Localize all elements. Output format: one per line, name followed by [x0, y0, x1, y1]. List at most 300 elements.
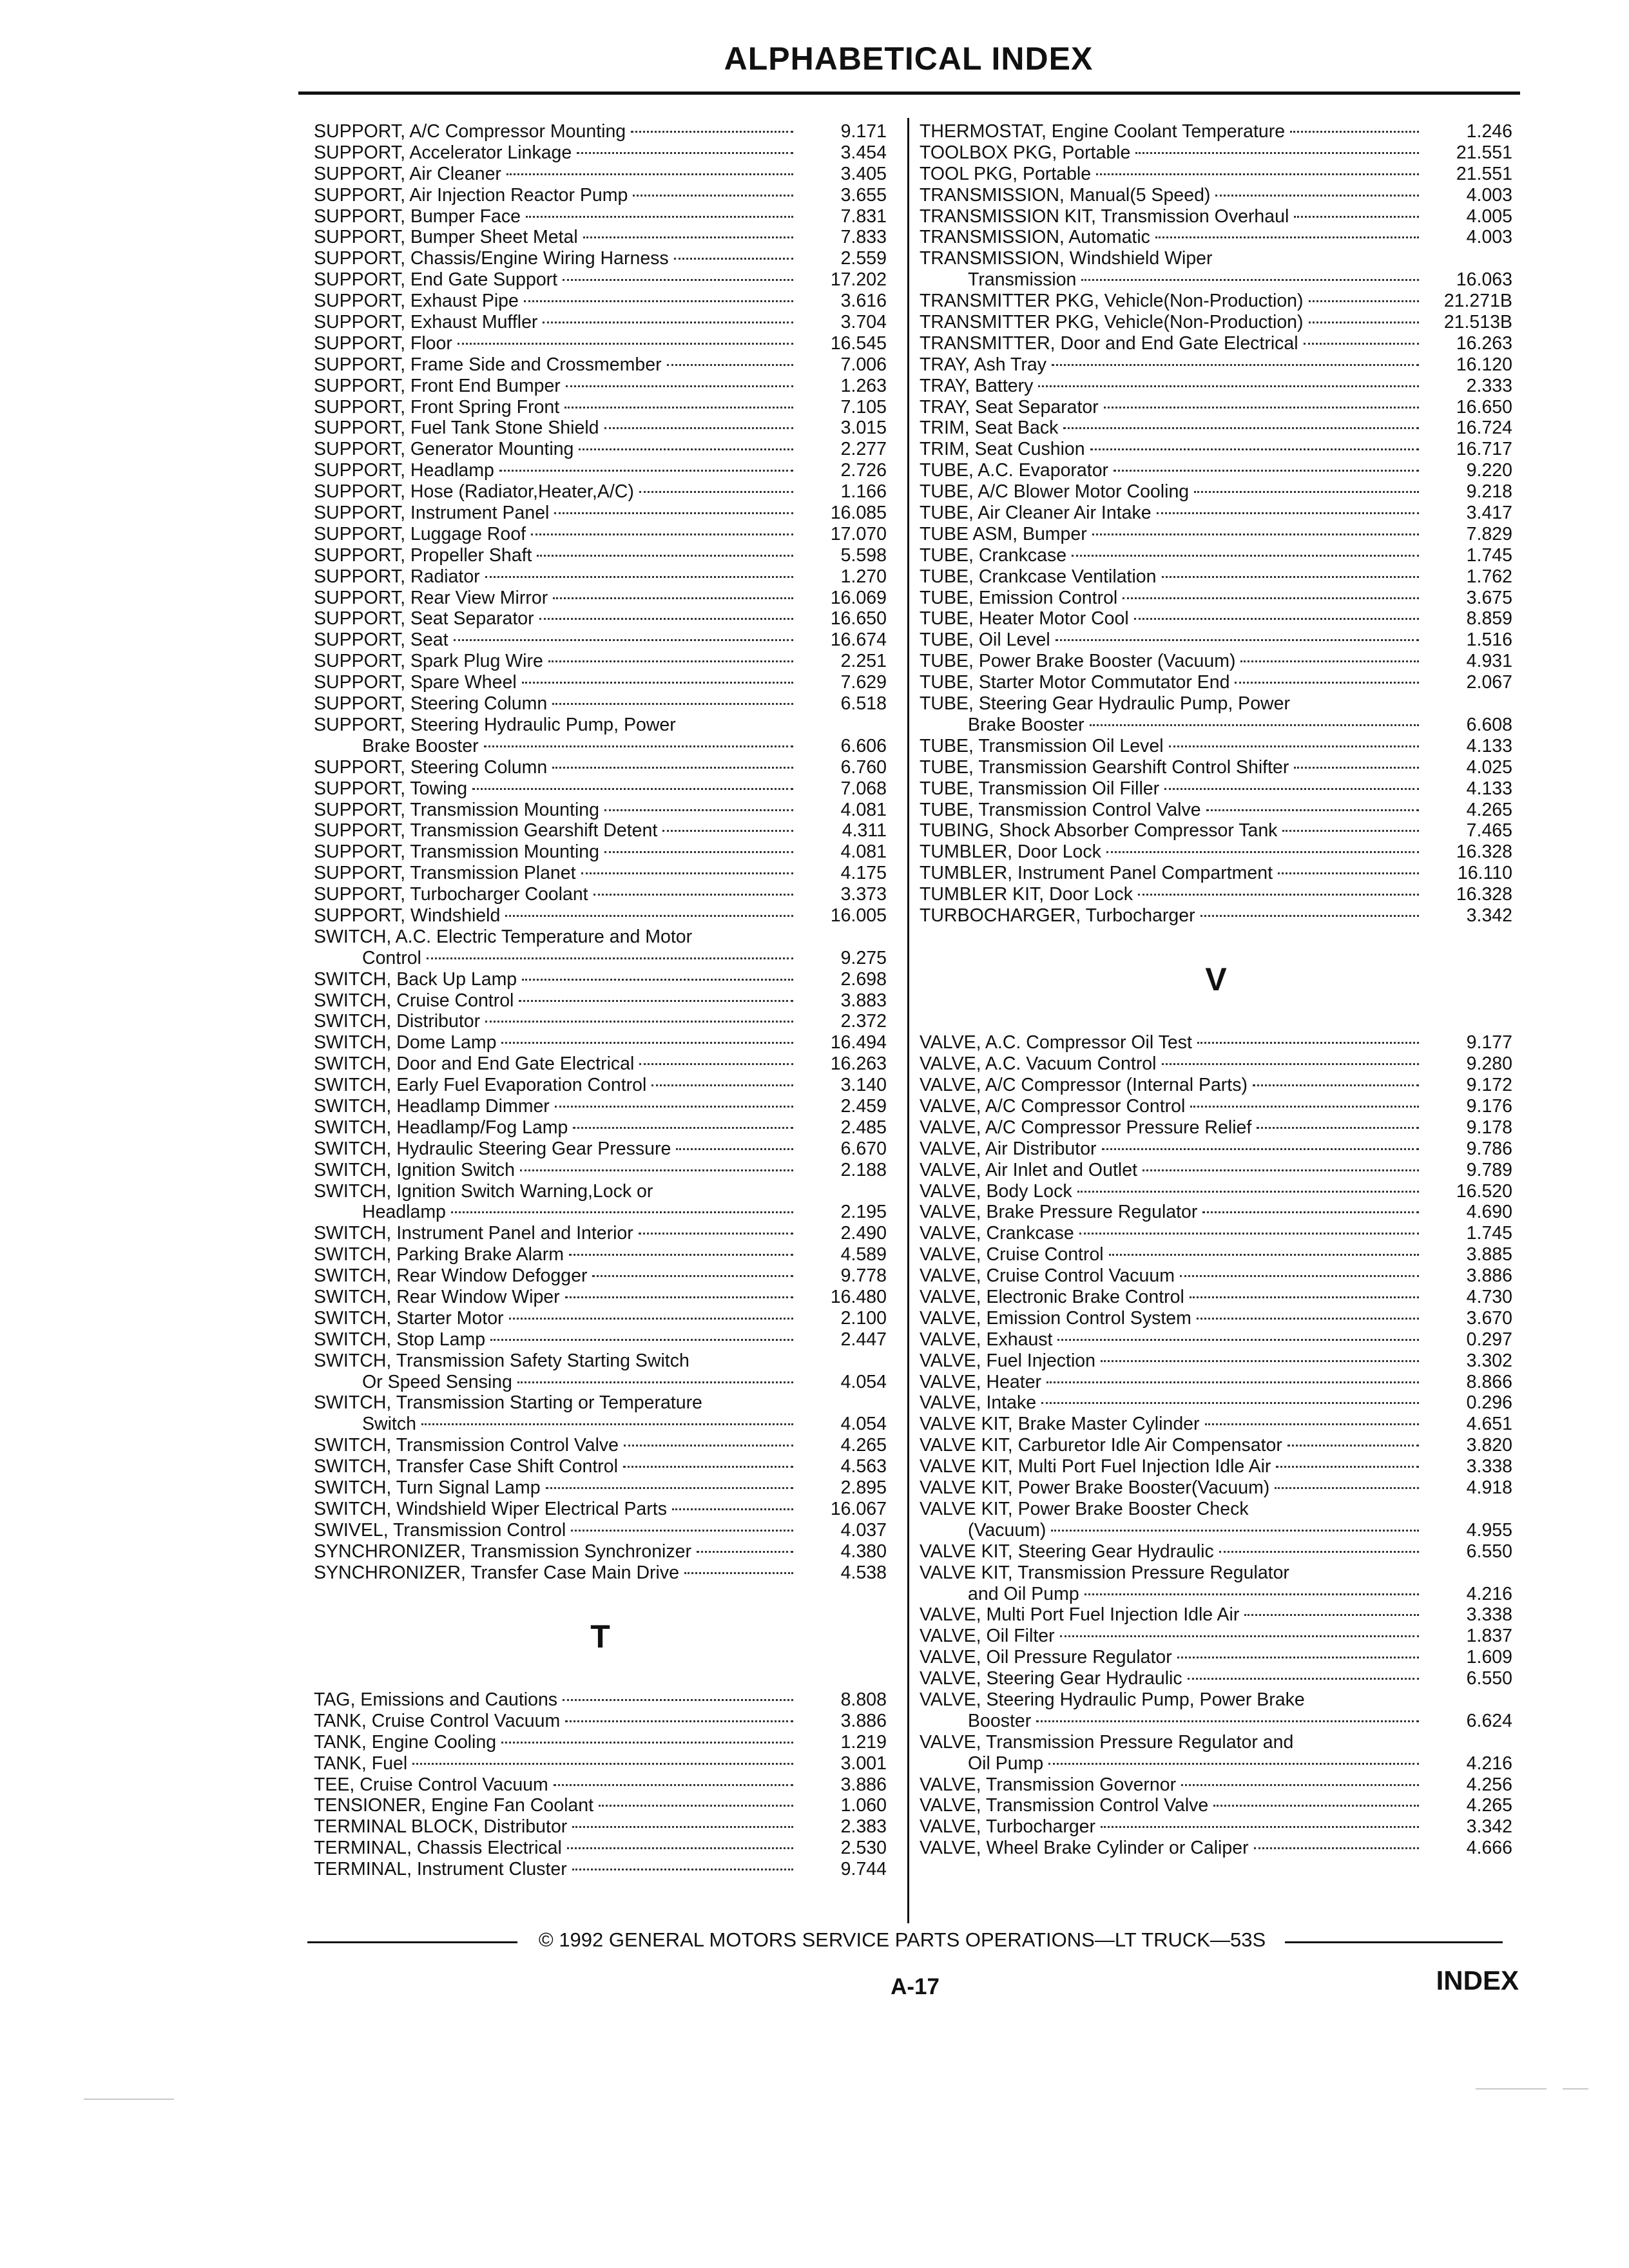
entry-label: TOOL PKG, Portable: [920, 163, 1092, 184]
entry-label: VALVE KIT, Multi Port Fuel Injection Idle Air: [920, 1456, 1271, 1477]
entry-page-number: 4.955: [1466, 1519, 1512, 1541]
entry-text: [314, 333, 800, 354]
leader-dots: [539, 617, 793, 620]
entry-label: VALVE, Steering Gear Hydraulic: [920, 1668, 1182, 1689]
entry-text: [920, 121, 1425, 142]
page-title: ALPHABETICAL INDEX: [724, 41, 1094, 77]
entry-label: TRANSMITTER PKG, Vehicle(Non-Production): [920, 291, 1304, 312]
entry-text: [920, 1308, 1425, 1329]
entry-page-number: 16.063: [1456, 269, 1512, 291]
entry-line: [920, 439, 1425, 460]
leader-dots: [552, 702, 793, 705]
entry-line: VALVE, Transmission Pressure Regulator and: [920, 1731, 1294, 1753]
entry-text: [920, 1117, 1425, 1139]
entry-line: [920, 566, 1425, 588]
index-entry: [920, 1626, 1512, 1647]
entry-line: [314, 1032, 800, 1053]
index-entry: [920, 164, 1512, 185]
index-entry: [314, 1181, 887, 1224]
entry-line: [314, 588, 800, 609]
entry-page-number: 4.216: [1466, 1583, 1512, 1604]
entry-text: [920, 1816, 1425, 1838]
leader-dots: [1060, 1635, 1419, 1637]
entry-line: [920, 376, 1425, 397]
entry-line: [314, 820, 800, 841]
leader-dots: [554, 512, 793, 514]
entry-label: VALVE, A/C Compressor Control: [920, 1096, 1186, 1117]
entry-text: [314, 651, 800, 672]
index-entry: [920, 439, 1512, 460]
entry-page-number: 0.297: [1466, 1329, 1512, 1350]
entry-line: [314, 1520, 800, 1541]
entry-line: [314, 1816, 800, 1838]
entry-page-number: 4.175: [840, 863, 887, 884]
index-entry: [920, 1181, 1512, 1202]
entry-line: [920, 629, 1425, 651]
entry-text: [314, 672, 800, 693]
entry-label: SUPPORT, Spark Plug Wire: [314, 651, 543, 672]
entry-text: [920, 736, 1425, 757]
entry-text: [920, 1541, 1425, 1562]
entry-line-continued: [314, 736, 800, 757]
entry-line: [314, 1244, 800, 1265]
entry-label: VALVE, Transmission Control Valve: [920, 1795, 1209, 1816]
entry-page-number: 1.837: [1466, 1626, 1512, 1647]
leader-dots: [509, 1317, 793, 1320]
leader-dots: [505, 914, 793, 917]
index-entry: [314, 608, 887, 629]
index-entry: [920, 206, 1512, 227]
entry-label: SUPPORT, Bumper Face: [314, 206, 521, 227]
leader-dots: [1190, 1296, 1419, 1298]
entry-line: [920, 1668, 1425, 1689]
index-entry: [920, 629, 1512, 651]
entry-line: [314, 1117, 800, 1139]
entry-text: [314, 354, 800, 376]
entry-page-number: 3.342: [1466, 905, 1512, 926]
entry-page-number: 6.670: [840, 1138, 887, 1159]
leader-dots: [1134, 617, 1419, 620]
entry-page-number: 4.133: [1466, 778, 1512, 799]
index-entry: [920, 1096, 1512, 1117]
entry-text: [920, 1435, 1425, 1456]
entry-label: SWITCH, Cruise Control: [314, 990, 514, 1011]
entry-page-number: 21.551: [1456, 163, 1512, 184]
entry-text: [920, 481, 1425, 503]
index-entry: [920, 608, 1512, 629]
entry-text: [920, 629, 1425, 651]
leader-dots: [1051, 1529, 1419, 1532]
leader-dots: [1063, 427, 1419, 429]
entry-text: [920, 354, 1425, 376]
leader-dots: [526, 215, 793, 218]
entry-text: [920, 1053, 1425, 1075]
index-entry: [314, 1244, 887, 1265]
entry-label: SWITCH, Dome Lamp: [314, 1032, 497, 1053]
entry-label: SUPPORT, Windshield: [314, 905, 501, 926]
index-entry: [314, 142, 887, 164]
leader-dots: [563, 1698, 793, 1701]
entry-line: [314, 164, 800, 185]
entry-line: [314, 185, 800, 206]
entry-text: [920, 248, 1425, 291]
index-entry: [920, 312, 1512, 333]
entry-text: [314, 121, 800, 142]
entry-text: [920, 185, 1425, 206]
entry-label: SUPPORT, Transmission Gearshift Detent: [314, 820, 658, 841]
entry-text: [920, 1604, 1425, 1626]
entry-text: [314, 566, 800, 588]
entry-label: TRANSMISSION, Manual(5 Speed): [920, 184, 1211, 206]
entry-line: [314, 1859, 800, 1880]
index-entry: [314, 651, 887, 672]
entry-page-number: 7.629: [840, 672, 887, 693]
entry-text: [314, 503, 800, 524]
leader-dots: [1164, 787, 1419, 790]
entry-page-number: 9.176: [1466, 1096, 1512, 1117]
entry-page-number: 2.895: [840, 1477, 887, 1498]
leader-dots: [1084, 1593, 1419, 1595]
entry-line: [920, 1414, 1425, 1435]
entry-page-number: 3.338: [1466, 1604, 1512, 1626]
entry-page-number: 9.172: [1466, 1075, 1512, 1096]
index-entry: [314, 1096, 887, 1117]
entry-label: SUPPORT, Steering Column: [314, 693, 548, 715]
leader-dots: [599, 1804, 793, 1807]
entry-page-number: 1.745: [1466, 544, 1512, 566]
leader-dots: [1046, 1381, 1419, 1383]
entry-line: [314, 397, 800, 418]
entry-label: SUPPORT, Towing: [314, 778, 468, 799]
index-entry: [314, 1732, 887, 1753]
entry-line: [314, 545, 800, 566]
leader-dots: [662, 829, 793, 832]
entry-line: [920, 397, 1425, 418]
entry-page-number: 17.202: [830, 269, 887, 291]
entry-text: [920, 820, 1425, 841]
entry-label: TUMBLER, Door Lock: [920, 841, 1101, 863]
entry-page-number: 7.829: [1466, 523, 1512, 544]
entry-page-number: 4.380: [840, 1541, 887, 1562]
entry-text: [920, 1732, 1425, 1774]
entry-text: [920, 566, 1425, 588]
index-entry: [920, 1647, 1512, 1668]
index-entry: [314, 503, 887, 524]
entry-text: [314, 990, 800, 1012]
entry-label: Switch: [362, 1414, 416, 1435]
entry-line: [920, 418, 1425, 439]
entry-label: SWITCH, Rear Window Wiper: [314, 1286, 560, 1307]
entry-label: Control: [362, 947, 421, 968]
entry-page-number: 2.251: [840, 651, 887, 672]
entry-label: Brake Booster: [362, 735, 479, 756]
entry-label: VALVE, Cruise Control: [920, 1244, 1104, 1265]
entry-page-number: 16.120: [1456, 354, 1512, 375]
entry-label: SUPPORT, Spare Wheel: [314, 672, 517, 693]
entry-text: [314, 884, 800, 905]
entry-page-number: 16.328: [1456, 841, 1512, 863]
leader-dots: [676, 1148, 793, 1150]
entry-line: [920, 1244, 1425, 1265]
entry-page-number: 7.006: [840, 354, 887, 375]
entry-label: SWIVEL, Transmission Control: [314, 1519, 566, 1541]
leader-dots: [1101, 1825, 1419, 1828]
entry-text: [920, 1562, 1425, 1605]
entry-page-number: 4.081: [840, 841, 887, 863]
index-entry: [314, 778, 887, 800]
index-entry: [314, 1308, 887, 1329]
leader-dots: [546, 1486, 793, 1489]
index-entry: [314, 863, 887, 884]
entry-label: VALVE, A/C Compressor Pressure Relief: [920, 1117, 1252, 1138]
entry-text: [314, 439, 800, 460]
index-entry: [920, 227, 1512, 248]
entry-line: [314, 863, 800, 884]
entry-page-number: 16.650: [830, 608, 887, 629]
entry-line: [314, 1287, 800, 1308]
leader-dots: [485, 575, 793, 578]
entry-line-continued: [920, 269, 1425, 291]
index-entry: [920, 757, 1512, 778]
leader-dots: [579, 448, 793, 450]
entry-line: [314, 1795, 800, 1816]
entry-page-number: 6.518: [840, 693, 887, 715]
leader-dots: [506, 173, 793, 175]
entry-line: SUPPORT, Steering Hydraulic Pump, Power: [314, 714, 676, 735]
entry-page-number: 16.494: [830, 1032, 887, 1053]
index-entry: [314, 121, 887, 142]
leader-dots: [569, 1253, 793, 1256]
entry-label: SUPPORT, Propeller Shaft: [314, 544, 532, 566]
entry-label: SWITCH, Early Fuel Evaporation Control: [314, 1075, 647, 1096]
entry-page-number: 16.545: [830, 332, 887, 354]
entry-text: [920, 608, 1425, 629]
entry-line: [920, 800, 1425, 821]
entry-label: Booster: [968, 1710, 1032, 1731]
leader-dots: [651, 1084, 793, 1086]
entry-text: [920, 651, 1425, 672]
entry-line: [314, 1711, 800, 1732]
leader-dots: [1079, 1232, 1419, 1235]
entry-line: [314, 312, 800, 333]
entry-page-number: 4.003: [1466, 184, 1512, 206]
entry-text: [920, 164, 1425, 185]
entry-page-number: 4.730: [1466, 1287, 1512, 1308]
entry-line: [920, 1604, 1425, 1626]
leader-dots: [623, 1465, 793, 1468]
leader-dots: [1194, 490, 1419, 493]
entry-label: VALVE, A.C. Vacuum Control: [920, 1053, 1157, 1075]
entry-text: [314, 142, 800, 164]
entry-page-number: 16.650: [1456, 396, 1512, 418]
entry-label: Or Speed Sensing: [362, 1371, 512, 1392]
index-entry: [314, 460, 887, 481]
entry-text: [920, 418, 1425, 439]
leader-dots: [1213, 1804, 1419, 1807]
entry-line: [920, 1350, 1425, 1372]
entry-label: SUPPORT, End Gate Support: [314, 269, 558, 291]
index-entry: [314, 1816, 887, 1838]
index-entry: [314, 1117, 887, 1139]
entry-page-number: 4.265: [840, 1435, 887, 1456]
leader-dots: [458, 342, 793, 345]
entry-line: [314, 841, 800, 863]
leader-dots: [1206, 809, 1419, 811]
entry-page-number: 1.219: [840, 1731, 887, 1753]
entry-text: [920, 1075, 1425, 1096]
entry-text: [920, 1287, 1425, 1308]
entry-line: VALVE KIT, Power Brake Booster Check: [920, 1498, 1249, 1519]
leader-dots: [537, 554, 793, 557]
index-entry: [314, 354, 887, 376]
entry-page-number: 3.373: [840, 884, 887, 905]
index-entry: [920, 1160, 1512, 1181]
leader-dots: [674, 257, 793, 260]
leader-dots: [421, 1423, 793, 1425]
entry-label: VALVE KIT, Steering Gear Hydraulic: [920, 1541, 1214, 1562]
entry-page-number: 3.820: [1466, 1435, 1512, 1456]
entry-text: [314, 185, 800, 206]
index-entry: [314, 566, 887, 588]
leader-dots: [1188, 1677, 1419, 1680]
leader-dots: [1290, 130, 1419, 133]
entry-line: [920, 503, 1425, 524]
leader-dots: [1102, 1148, 1419, 1150]
entry-label: SUPPORT, Chassis/Engine Wiring Harness: [314, 248, 669, 269]
entry-line: [314, 1753, 800, 1774]
entry-label: VALVE, Crankcase: [920, 1223, 1074, 1244]
index-entry: [920, 841, 1512, 863]
entry-label: TUBE ASM, Bumper: [920, 523, 1087, 544]
entry-line: [920, 142, 1425, 164]
entry-label: SWITCH, Headlamp Dimmer: [314, 1095, 550, 1117]
index-entry: [314, 1160, 887, 1181]
right-index-column: [920, 121, 1512, 1859]
entry-label: TAG, Emissions and Cautions: [314, 1689, 558, 1710]
entry-line: [920, 1075, 1425, 1096]
entry-line: [314, 693, 800, 715]
index-entry: [920, 545, 1512, 566]
entry-page-number: 4.265: [1466, 799, 1512, 820]
entry-page-number: 6.608: [1466, 714, 1512, 735]
index-entry: [920, 800, 1512, 821]
index-entry: [314, 969, 887, 990]
index-entry: [920, 1117, 1512, 1139]
entry-page-number: 21.513B: [1443, 312, 1512, 333]
entry-text: [920, 1096, 1425, 1117]
entry-text: [920, 545, 1425, 566]
index-entry: [314, 1011, 887, 1032]
entry-label: TUMBLER KIT, Door Lock: [920, 884, 1133, 905]
entry-text: [314, 693, 800, 715]
entry-line: [920, 1160, 1425, 1181]
entry-line-continued: [920, 1584, 1425, 1605]
entry-text: [314, 1011, 800, 1032]
entry-page-number: 4.589: [840, 1244, 887, 1265]
index-entry: [920, 1265, 1512, 1287]
index-entry: [314, 1499, 887, 1520]
index-entry: [920, 1244, 1512, 1265]
index-entry: [920, 1668, 1512, 1689]
column-divider: [907, 118, 909, 1923]
entry-page-number: 3.886: [1466, 1265, 1512, 1287]
entry-text: [314, 629, 800, 651]
leader-dots: [1090, 724, 1419, 726]
entry-line: [920, 1053, 1425, 1075]
entry-page-number: 2.372: [840, 1011, 887, 1032]
entry-line: [314, 778, 800, 800]
entry-line-continued: [920, 715, 1425, 736]
index-entry: [920, 1329, 1512, 1350]
entry-page-number: 9.280: [1466, 1053, 1512, 1075]
entry-text: [314, 312, 800, 333]
entry-line: [920, 651, 1425, 672]
leader-dots: [631, 130, 793, 133]
entry-page-number: 4.311: [842, 820, 887, 841]
entry-line: [314, 1477, 800, 1499]
leader-dots: [1200, 914, 1419, 917]
entry-page-number: 17.070: [830, 523, 887, 544]
entry-text: [314, 1160, 800, 1181]
entry-label: TUBE, Transmission Control Valve: [920, 799, 1201, 820]
entry-page-number: 16.085: [830, 503, 887, 524]
index-entry: [920, 1032, 1512, 1053]
leader-dots: [1304, 342, 1419, 345]
entry-label: TANK, Cruise Control Vacuum: [314, 1710, 561, 1731]
entry-line: [314, 1265, 800, 1287]
entry-line: [314, 651, 800, 672]
entry-page-number: 7.068: [840, 778, 887, 799]
entry-line: [920, 206, 1425, 227]
entry-page-number: 21.551: [1456, 142, 1512, 163]
entry-page-number: 4.931: [1466, 651, 1512, 672]
leader-dots: [1113, 469, 1419, 472]
entry-page-number: 3.015: [840, 418, 887, 439]
entry-line: [920, 588, 1425, 609]
entry-text: [920, 1329, 1425, 1350]
leader-dots: [1138, 893, 1419, 896]
entry-text: [314, 1117, 800, 1139]
entry-text: [920, 1774, 1425, 1796]
index-entry: [920, 333, 1512, 354]
entry-label: SUPPORT, Exhaust Muffler: [314, 312, 538, 333]
entry-text: [314, 1795, 800, 1816]
leader-dots: [1072, 554, 1419, 557]
entry-text: [920, 1477, 1425, 1499]
leader-dots: [1294, 766, 1419, 769]
leader-dots: [427, 957, 793, 959]
entry-line-continued: [920, 1711, 1425, 1732]
entry-label: SUPPORT, Accelerator Linkage: [314, 142, 572, 163]
leader-dots: [1106, 850, 1419, 853]
entry-page-number: 1.609: [1466, 1647, 1512, 1668]
leader-dots: [1090, 448, 1419, 450]
leader-dots: [1041, 1401, 1419, 1404]
entry-page-number: 6.550: [1466, 1668, 1512, 1689]
index-entry: [920, 1308, 1512, 1329]
entry-line: [920, 672, 1425, 693]
entry-label: SUPPORT, Radiator: [314, 566, 480, 587]
leader-dots: [1048, 1762, 1419, 1765]
index-entry: [920, 1562, 1512, 1605]
entry-text: [920, 1350, 1425, 1372]
entry-label: VALVE, Cruise Control Vacuum: [920, 1265, 1175, 1287]
leader-dots: [543, 321, 793, 323]
entry-page-number: 3.885: [1466, 1244, 1512, 1265]
entry-line: [314, 1732, 800, 1753]
entry-page-number: 6.606: [840, 735, 887, 756]
leader-dots: [624, 1444, 793, 1446]
